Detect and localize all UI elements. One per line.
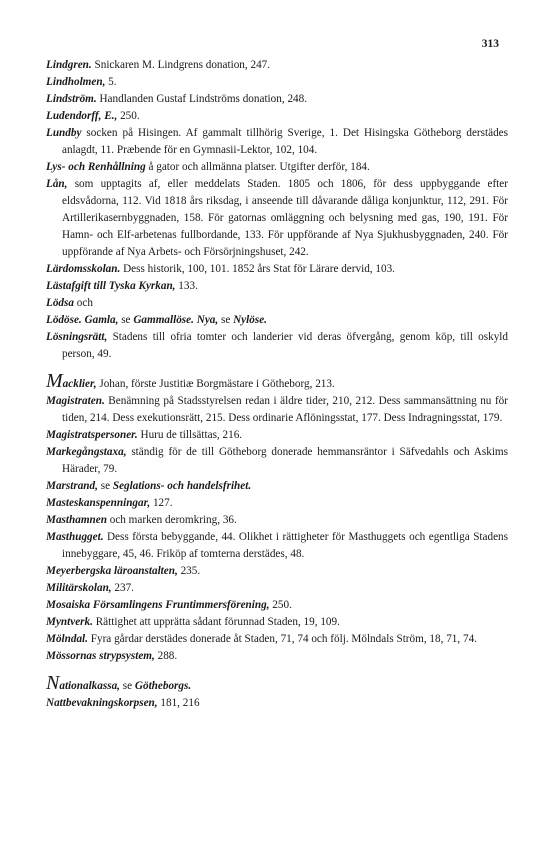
entry-text: socken på Hisingen. Af gammalt tillhörig Sverige, 1. Det Hisingska Götheborg derstädes anlagdt, 11. Præbende för en Gymnasii-Lektor, 102, 104. xyxy=(62,127,508,156)
index-entry xyxy=(46,695,508,712)
index-entries xyxy=(46,57,508,712)
entry-initial: N xyxy=(46,672,60,694)
entry-text: 133. xyxy=(175,280,198,292)
section-gap xyxy=(46,363,508,373)
entry-text: ständig för de till Götheborg donerade hemmansräntor i Säfvedahls och Askims Härader, 79. xyxy=(62,446,508,475)
entry-heading: Masthamnen xyxy=(46,514,107,526)
entry-reference: Götheborgs. xyxy=(134,680,192,692)
index-entry xyxy=(46,495,508,512)
index-entry xyxy=(46,176,508,261)
entry-text: och xyxy=(73,297,93,309)
entry-heading: Masteskanspenningar, xyxy=(46,497,151,509)
index-entry xyxy=(46,295,508,312)
entry-heading: Marstrand, xyxy=(46,480,98,492)
entry-heading: Nya, xyxy=(196,314,219,326)
entry-text: Benämning på Stadsstyrelsen redan i äldre tider, 210, 212. Dess sammansättning nu för tiden, 214. Dess exekutionsrätt, 215. Dess ordinarie Aflöningsstat, 177. Dess Indragningsstat, 179. xyxy=(62,395,508,424)
entry-heading: Lundby xyxy=(46,127,82,139)
index-entry xyxy=(46,444,508,478)
entry-text: Dess första bebyggande, 44. Olikhet i rättigheter för Masthuggets och egentliga Stadens innebyggare, 45, 46. Friköp af tomterna derstädes, 48. xyxy=(62,531,508,560)
index-entry xyxy=(46,529,508,563)
entry-text: 5. xyxy=(105,76,117,88)
index-entry xyxy=(46,580,508,597)
entry-heading: Lödöse. Gamla, xyxy=(46,314,119,326)
entry-reference: Gammallöse. xyxy=(133,314,194,326)
entry-text: se xyxy=(97,480,113,492)
entry-text: å gator och allmänna platser. Utgifter derför, 184. xyxy=(145,161,370,173)
index-entry xyxy=(46,614,508,631)
entry-text: Dess historik, 100, 101. 1852 års Stat för Lärare dervid, 103. xyxy=(120,263,395,275)
entry-text: 235. xyxy=(177,565,201,577)
entry-text: och marken deromkring, 36. xyxy=(106,514,237,526)
index-entry xyxy=(46,329,508,363)
index-entry xyxy=(46,512,508,529)
entry-heading: Lästafgift till Tyska Kyrkan, xyxy=(46,280,176,292)
entry-heading: Lys- och Renhållning xyxy=(46,161,146,173)
entry-heading: Lindholmen, xyxy=(46,76,106,88)
index-entry xyxy=(46,631,508,648)
index-entry xyxy=(46,74,508,91)
entry-text: Johan, förste Justitiæ Borgmästare i Götheborg, 213. xyxy=(96,378,335,390)
entry-heading: Magistratspersoner. xyxy=(46,429,138,441)
entry-text: Stadens till ofria tomter och landerier vid deras öfvergång, genom köp, till oskyld person, 49. xyxy=(62,331,508,360)
entry-text: se xyxy=(119,680,135,692)
index-entry xyxy=(46,91,508,108)
entry-heading: Lån, xyxy=(46,178,68,190)
entry-heading: Ludendorff, E., xyxy=(46,110,118,122)
index-entry xyxy=(46,57,508,74)
entry-heading: Lindström. xyxy=(46,93,97,105)
entry-heading: Nattbevakningskorpsen, xyxy=(46,697,158,709)
entry-text: 250. xyxy=(269,599,292,611)
entry-text: Huru de tillsättas, 216. xyxy=(137,429,243,441)
entry-reference: Nylöse. xyxy=(233,314,267,326)
index-entry xyxy=(46,108,508,125)
entry-heading: Myntverk. xyxy=(46,616,93,628)
index-entry xyxy=(46,312,508,329)
index-entry xyxy=(46,159,508,176)
entry-heading: Magistraten. xyxy=(46,395,105,407)
entry-reference: Seglations- och handelsfrihet. xyxy=(112,480,252,492)
index-entry xyxy=(46,125,508,159)
entry-heading: acklier, xyxy=(62,378,97,390)
entry-heading: Lärdomsskolan. xyxy=(46,263,121,275)
page-number: 313 xyxy=(481,38,499,50)
entry-text: 181, 216 xyxy=(157,697,200,709)
entry-heading: Militärskolan, xyxy=(46,582,112,594)
entry-heading: ationalkassa, xyxy=(59,680,120,692)
entry-text: 288. xyxy=(154,650,178,662)
entry-heading: Meyerbergska läroanstalten, xyxy=(46,565,178,577)
entry-initial: M xyxy=(46,370,63,392)
index-entry xyxy=(46,563,508,580)
entry-heading: Mössornas strypsystem, xyxy=(46,650,155,662)
entry-text: 237. xyxy=(111,582,134,594)
entry-text: Fyra gårdar derstädes donerade åt Staden, 71, 74 och följ. Mölndals Ström, 18, 71, 74. xyxy=(87,633,477,645)
section-gap xyxy=(46,665,508,675)
entry-heading: Markegångstaxa, xyxy=(46,446,127,458)
entry-heading: Mosaiska Församlingens Fruntimmersförening, xyxy=(46,599,270,611)
index-entry xyxy=(46,672,508,695)
entry-heading: Mölndal. xyxy=(46,633,88,645)
entry-heading: Lösningsrätt, xyxy=(46,331,108,343)
entry-text: se xyxy=(118,314,134,326)
entry-text: Snickaren M. Lindgrens donation, 247. xyxy=(91,59,271,71)
index-entry xyxy=(46,648,508,665)
entry-text: 127. xyxy=(150,497,173,509)
entry-text: Rättighet att upprätta sådant förunnad Staden, 19, 109. xyxy=(92,616,340,628)
index-entry xyxy=(46,261,508,278)
entry-heading: Masthugget. xyxy=(46,531,104,543)
entry-text: Handlanden Gustaf Lindströms donation, 248. xyxy=(96,93,308,105)
entry-heading: Lödsa xyxy=(46,297,74,309)
index-entry xyxy=(46,370,508,393)
index-entry xyxy=(46,427,508,444)
entry-text: se xyxy=(218,314,234,326)
index-entry xyxy=(46,478,508,495)
index-entry xyxy=(46,393,508,427)
index-entry xyxy=(46,278,508,295)
entry-text: 250. xyxy=(117,110,140,122)
entry-text: som upptagits af, eller meddelats Staden. 1805 och 1806, för dess uppbyggande efter eldsvådorna, 112. Vid 1818 års riksdag, i anseende till dåvarande dåliga konjunktur, 112, 291. För Artillerikasernbyggnaden, 158. För gatornas omläggning och belysning med gas, 190, 191. För Hamn- och Elf-arbetenas fullbordande, 133. För uppförande af Nya Sjukhusbyggnaden, 240. För uppförande af Nya Arbets- och Försörjningshuset, 242. xyxy=(62,178,508,258)
entry-heading: Lindgren. xyxy=(46,59,92,71)
index-entry xyxy=(46,597,508,614)
